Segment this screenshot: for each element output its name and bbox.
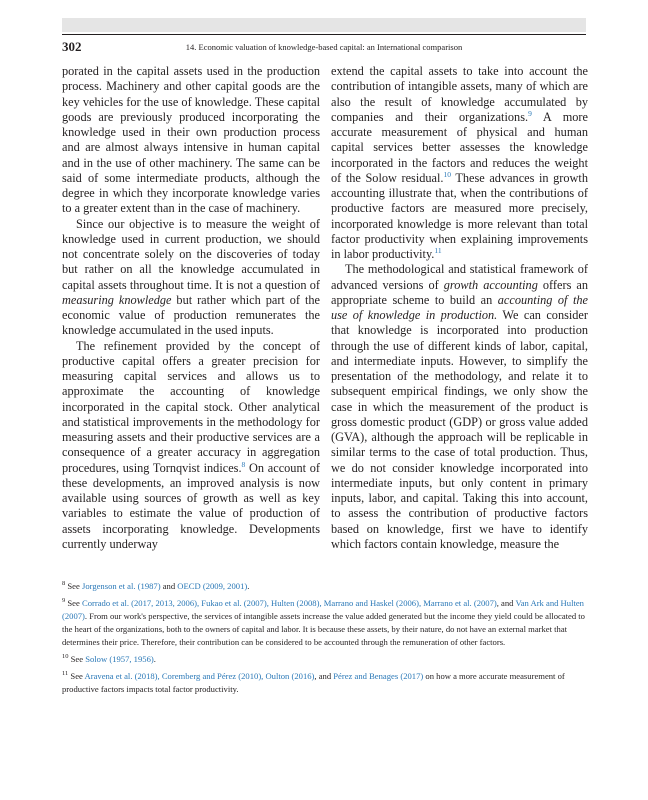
citation-link[interactable]: Aravena et al. (2018), Coremberg and Pérez (2010), Oulton (2016)	[84, 671, 315, 681]
footnote-ref-10[interactable]: 10	[443, 169, 451, 179]
emphasis: measuring knowledge	[62, 292, 172, 307]
running-head: 14. Economic valuation of knowledge-based capital: an International comparison	[185, 42, 463, 52]
citation-link[interactable]: Solow (1957, 1956)	[85, 654, 154, 664]
footnote-ref-8[interactable]: 8	[241, 459, 246, 469]
paragraph: The refinement provided by the concept of productive capital offers a greater precision for measuring capital services and allows us to approximate the accounting of knowledge incorporated in the capital stock. Other analytical and statistical improvements in the methodology for measuring assets and their productive services are a consequence of a greater accuracy in aggregation procedures, using Tornqvist indices.$^8$ On account of these developments, an improved analysis is now available using sources of growth as well as key variables to estimate the value of production of assets incorporating knowledge. Developments currently underway	[62, 338, 321, 551]
footnote-ref-11[interactable]: 11	[434, 245, 442, 255]
left-column	[62, 64, 320, 552]
paragraph: Since our objective is to measure the weight of knowledge used in current production, we should not concentrate solely on the discoveries of today but rather on all the knowledge accumulated in capital assets throughout time. It is not a question of measuring knowledge but rather which part of the economic value of production remunerates the knowledge accumulated in the used inputs.	[62, 216, 320, 338]
page-number: 302	[62, 39, 82, 54]
citation-link[interactable]: Jorgenson et al. (1987)	[81, 581, 161, 591]
paragraph: The methodological and statistical framework of advanced versions of growth accounting offers an appropriate scheme to build an accounting of the use of knowledge in production. We can consider that knowledge is incorporated into production through the use of different kinds of labor, capital, and intermediate inputs. However, to simplify the presentation of the methodology, and relate it to subsequent empirical findings, we only show the case in which the measurement of the product is gross domestic product (GDP) or gross value added (GVA), although the approach will be replicable in similar terms to the case of total production. Thus, we do not consider knowledge incorporated into intermediate inputs, but only content in primary inputs, labor, and capital. Taking this into account, to assess the contribution of productive factors based on knowledge, first we have to identify which factors contain knowledge, measure the	[331, 262, 588, 551]
footnotes	[62, 580, 586, 700]
paragraph: porated in the capital assets used in the production process. Machinery and other capital goods are the key vehicles for the use of knowledge. These capital goods are previously produced incorporating the knowledge used in their own production process and are almost always intensive in human capital and in the use of other machinery. The same can be said of some intermediate products, although the degree in which they incorporate knowledge varies to a greater extent than in the case of machinery.	[62, 64, 320, 216]
right-column	[331, 64, 588, 552]
citation-link[interactable]: Pérez and Benages (2017)	[333, 671, 424, 681]
footnote-9: $^9$ See Corrado et al. (2017, 2013, 2006), Fukao et al. (2007), Hulten (2008), Marrano and Haskel (2006), Marrano et al. (2007), and Van Ark and Hulten (2007). From our work's perspective, the services of intangible assets increase the value added generated but the income they yield could be allocated to the heart of the organizations, both to the owners of capital and labor. It is because these assets, by their nature, do not have an external market that determines their price. Therefore, their contribution can be considered to be accounted through the remuneration of other factors.	[62, 597, 585, 647]
footnote-11: $^{11}$ See Aravena et al. (2018), Coremberg and Pérez (2010), Oulton (2016), and Pérez and Benages (2017) on how a more accurate measurement of productive factors impacts total factor productivity.	[62, 670, 565, 694]
paragraph: extend the capital assets to take into account the contribution of intangible assets, many of which are also the result of knowledge accumulated by companies and their organizations.$^9$ A more accurate measurement of physical and human capital services better assesses the knowledge incorporated in the factors and reduces the weight of the Solow residual.$^{10}$ These advances in growth accounting illustrate that, when the contributions of productive factors are measured more precisely, incorporated knowledge is more relevant than total factor productivity when explaining improvements in labor productivity.$^{11}$	[331, 64, 588, 261]
emphasis: accounting of the use of knowledge in production.	[331, 292, 588, 322]
footnote-8: $^8$ See Jorgenson et al. (1987) and OECD (2009, 2001).	[62, 580, 250, 591]
emphasis: growth accounting	[443, 277, 538, 292]
footnote-ref-9[interactable]: 9	[528, 108, 532, 118]
citation-link[interactable]: OECD (2009, 2001)	[177, 581, 248, 591]
header-rule	[62, 34, 586, 35]
citation-link[interactable]: Corrado et al. (2017, 2013, 2006), Fukao et al. (2007), Hulten (2008), Marrano and Haskel (2006), Marrano et al. (2007)	[81, 598, 497, 608]
citation-link[interactable]: Van Ark and Hulten (2007)	[62, 598, 584, 621]
footnote-10: $^{10}$ See Solow (1957, 1956).	[62, 653, 156, 664]
header-bar	[62, 18, 586, 32]
